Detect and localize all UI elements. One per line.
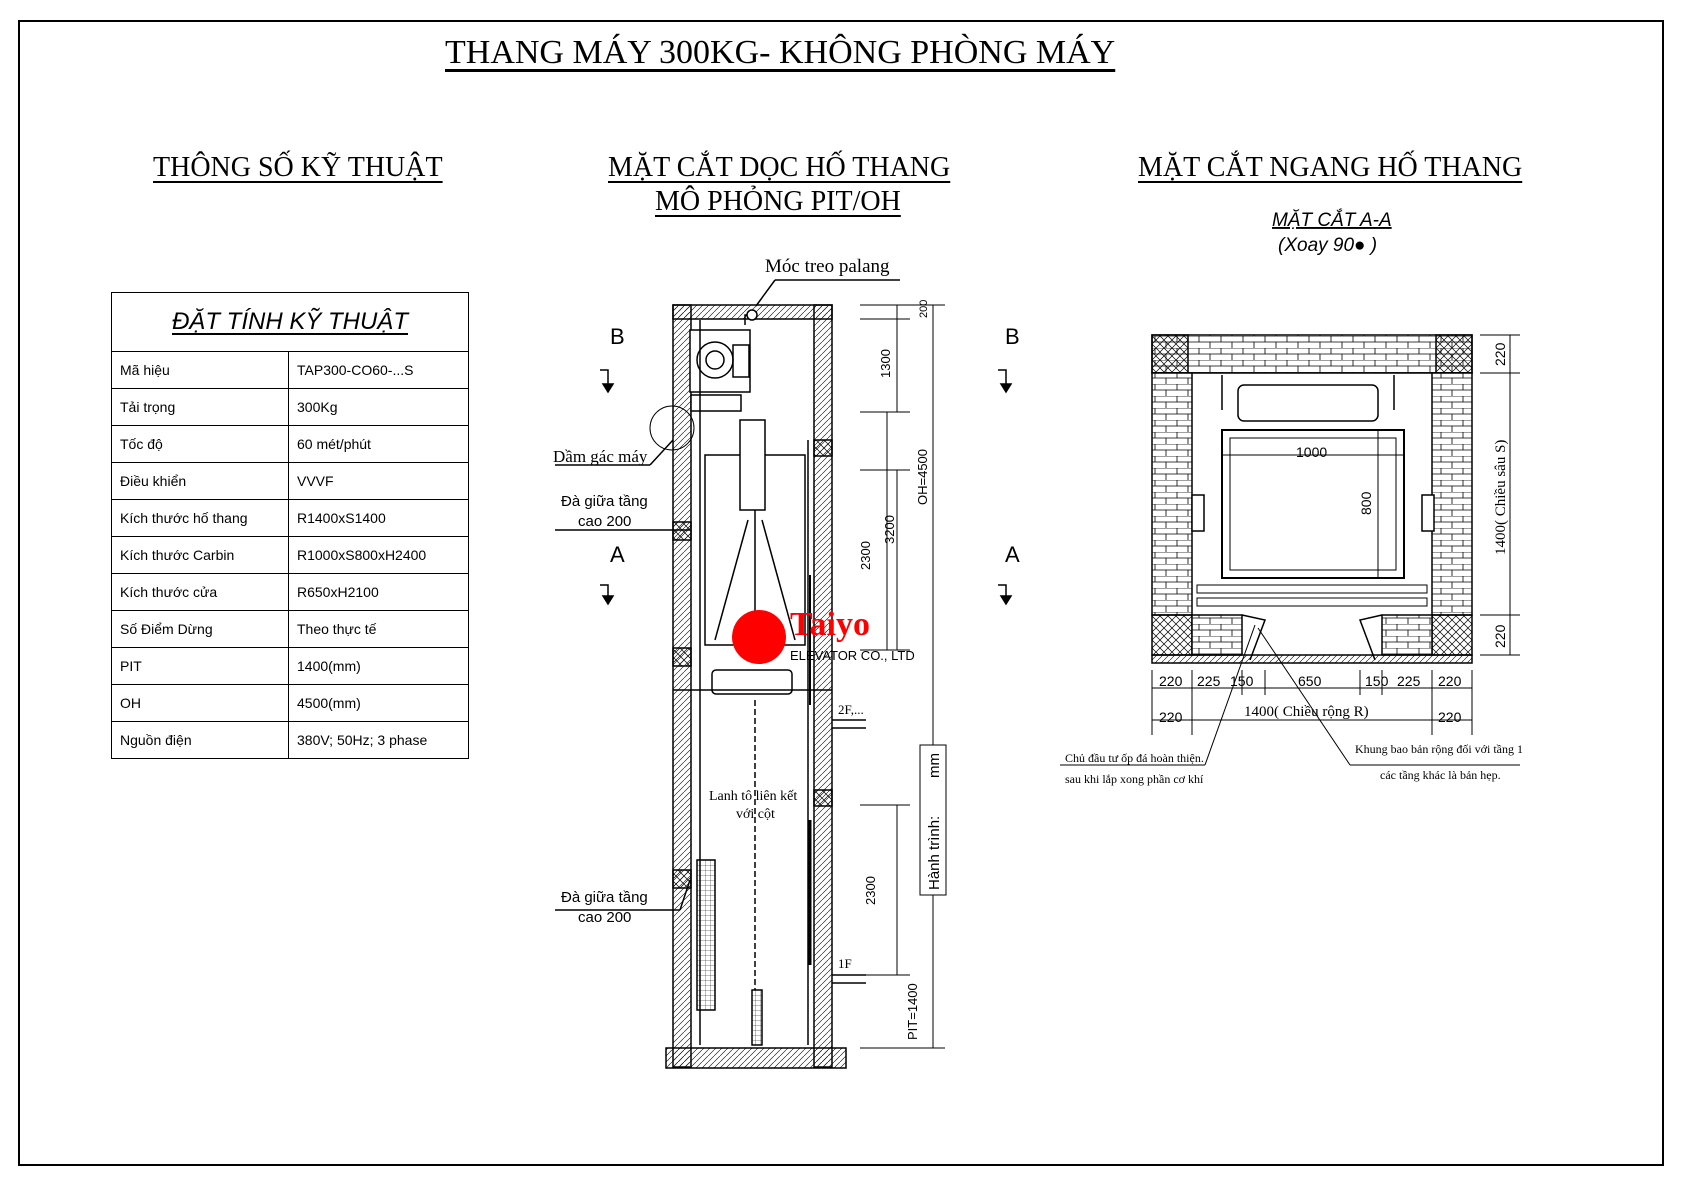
floor-label-2f: 2F,... — [838, 702, 864, 717]
floor-label-1f: 1F — [838, 956, 852, 971]
spec-label: Mã hiệu — [112, 352, 289, 389]
cross-section-drawing — [1060, 335, 1520, 765]
dim-row-2: 225 — [1197, 673, 1221, 689]
specs-heading: THÔNG SỐ KỸ THUẬT — [153, 152, 443, 183]
dim-2300-lower: 2300 — [863, 876, 878, 905]
lintel-label-line1: Lanh tô liên kết — [709, 789, 798, 804]
spec-label: Tải trọng — [112, 389, 289, 426]
shaft-right-wall — [814, 305, 832, 1067]
dim-row-4: 650 — [1298, 673, 1322, 689]
dim-row-3: 150 — [1230, 673, 1254, 689]
dim-top-wall: 220 — [1492, 342, 1508, 366]
long-section-subheading: MÔ PHỎNG PIT/OH — [655, 186, 901, 217]
spec-label: Nguồn điện — [112, 722, 289, 759]
shaft-left-wall — [673, 305, 691, 1067]
brand-subtitle: ELEVATOR CO., LTD — [790, 648, 915, 663]
brand-name: Taiyo — [790, 606, 871, 643]
cross-view-subtitle: (Xoay 90● ) — [1278, 235, 1378, 256]
floor-beam-middle — [673, 648, 691, 666]
long-section-drawing — [555, 280, 1011, 1068]
section-marker-a-left: A — [610, 542, 625, 567]
hoist-hook — [747, 310, 757, 320]
dim-top-small: 200 — [918, 299, 930, 318]
dim-bottom-wall: 220 — [1492, 624, 1508, 648]
spec-label: Điều khiển — [112, 463, 289, 500]
spec-table-header: ĐẶT TÍNH KỸ THUẬT — [112, 293, 469, 352]
spec-value: 380V; 50Hz; 3 phase — [289, 722, 469, 759]
spec-value: 60 mét/phút — [289, 426, 469, 463]
buffer — [752, 990, 762, 1045]
machine-beam-label: Dầm gác máy — [553, 447, 648, 466]
dim-left-col: 220 — [1159, 709, 1183, 725]
spec-label: Số Điểm Dừng — [112, 611, 289, 648]
note-left-line1: Chủ đầu tư ốp đá hoàn thiện. — [1065, 751, 1204, 765]
spec-value: R1000xS800xH2400 — [289, 537, 469, 574]
spec-value: Theo thực tế — [289, 611, 469, 648]
floor-beam-label-lower: Đà giữa tầng — [561, 889, 648, 906]
lintel-label-line2: với cột — [736, 807, 775, 822]
note-right-line1: Khung bao bản rộng đối với tầng 1 — [1355, 742, 1523, 756]
dim-depth: 1400( Chiều sâu S) — [1493, 439, 1509, 555]
note-left-line2: sau khi lắp xong phần cơ khí — [1065, 772, 1204, 786]
floor-beam-upper — [673, 522, 691, 540]
dim-right-col: 220 — [1438, 709, 1462, 725]
spec-label: Tốc độ — [112, 426, 289, 463]
machine-beam — [691, 395, 741, 411]
dim-width: 1400( Chiều rộng R) — [1244, 704, 1369, 720]
section-marker-b-left: B — [610, 324, 625, 349]
drawing-title: THANG MÁY 300KG- KHÔNG PHÒNG MÁY — [445, 34, 1116, 71]
pit-floor — [666, 1048, 846, 1068]
section-marker-a-right: A — [1005, 542, 1020, 567]
cross-view-title: MẶT CẮT A-A — [1272, 210, 1392, 231]
dim-2300-upper: 2300 — [858, 541, 873, 570]
spec-value: VVVF — [289, 463, 469, 500]
dim-row-6: 225 — [1397, 673, 1421, 689]
spec-label: Kích thước Carbin — [112, 537, 289, 574]
spec-value: R650xH2100 — [289, 574, 469, 611]
spec-value: 300Kg — [289, 389, 469, 426]
spec-value: R1400xS1400 — [289, 500, 469, 537]
spec-value: 1400(mm) — [289, 648, 469, 685]
floor-beam-label-upper: Đà giữa tầng — [561, 493, 648, 510]
dim-travel: Hành trình: — [926, 815, 943, 890]
dim-car-depth: 800 — [1358, 491, 1374, 515]
spec-value: TAP300-CO60-...S — [289, 352, 469, 389]
spec-label: Kích thước cửa — [112, 574, 289, 611]
floor-beam-sub-lower: cao 200 — [578, 909, 632, 926]
dim-row-5: 150 — [1365, 673, 1389, 689]
spec-label: OH — [112, 685, 289, 722]
dim-oh: OH=4500 — [915, 448, 930, 505]
dim-1300: 1300 — [878, 349, 893, 378]
cross-section-heading: MẶT CẮT NGANG HỐ THANG — [1138, 152, 1523, 183]
spec-value: 4500(mm) — [289, 685, 469, 722]
dim-row-7: 220 — [1438, 673, 1462, 689]
note-right-line2: các tầng khác là bản hẹp. — [1380, 768, 1501, 782]
long-section-heading: MẶT CẮT DỌC HỐ THANG — [608, 152, 951, 183]
counterweight — [697, 860, 715, 1010]
dim-car-width: 1000 — [1296, 444, 1328, 460]
hoist-hook-label: Móc treo palang — [765, 256, 890, 277]
dim-pit: PIT=1400 — [905, 983, 920, 1040]
dim-travel-unit: mm — [926, 753, 943, 778]
dim-3200: 3200 — [882, 515, 897, 544]
spec-label: PIT — [112, 648, 289, 685]
spec-label: Kích thước hố thang — [112, 500, 289, 537]
floor-beam-sub-upper: cao 200 — [578, 513, 632, 530]
section-marker-b-right: B — [1005, 324, 1020, 349]
dim-row-1: 220 — [1159, 673, 1183, 689]
